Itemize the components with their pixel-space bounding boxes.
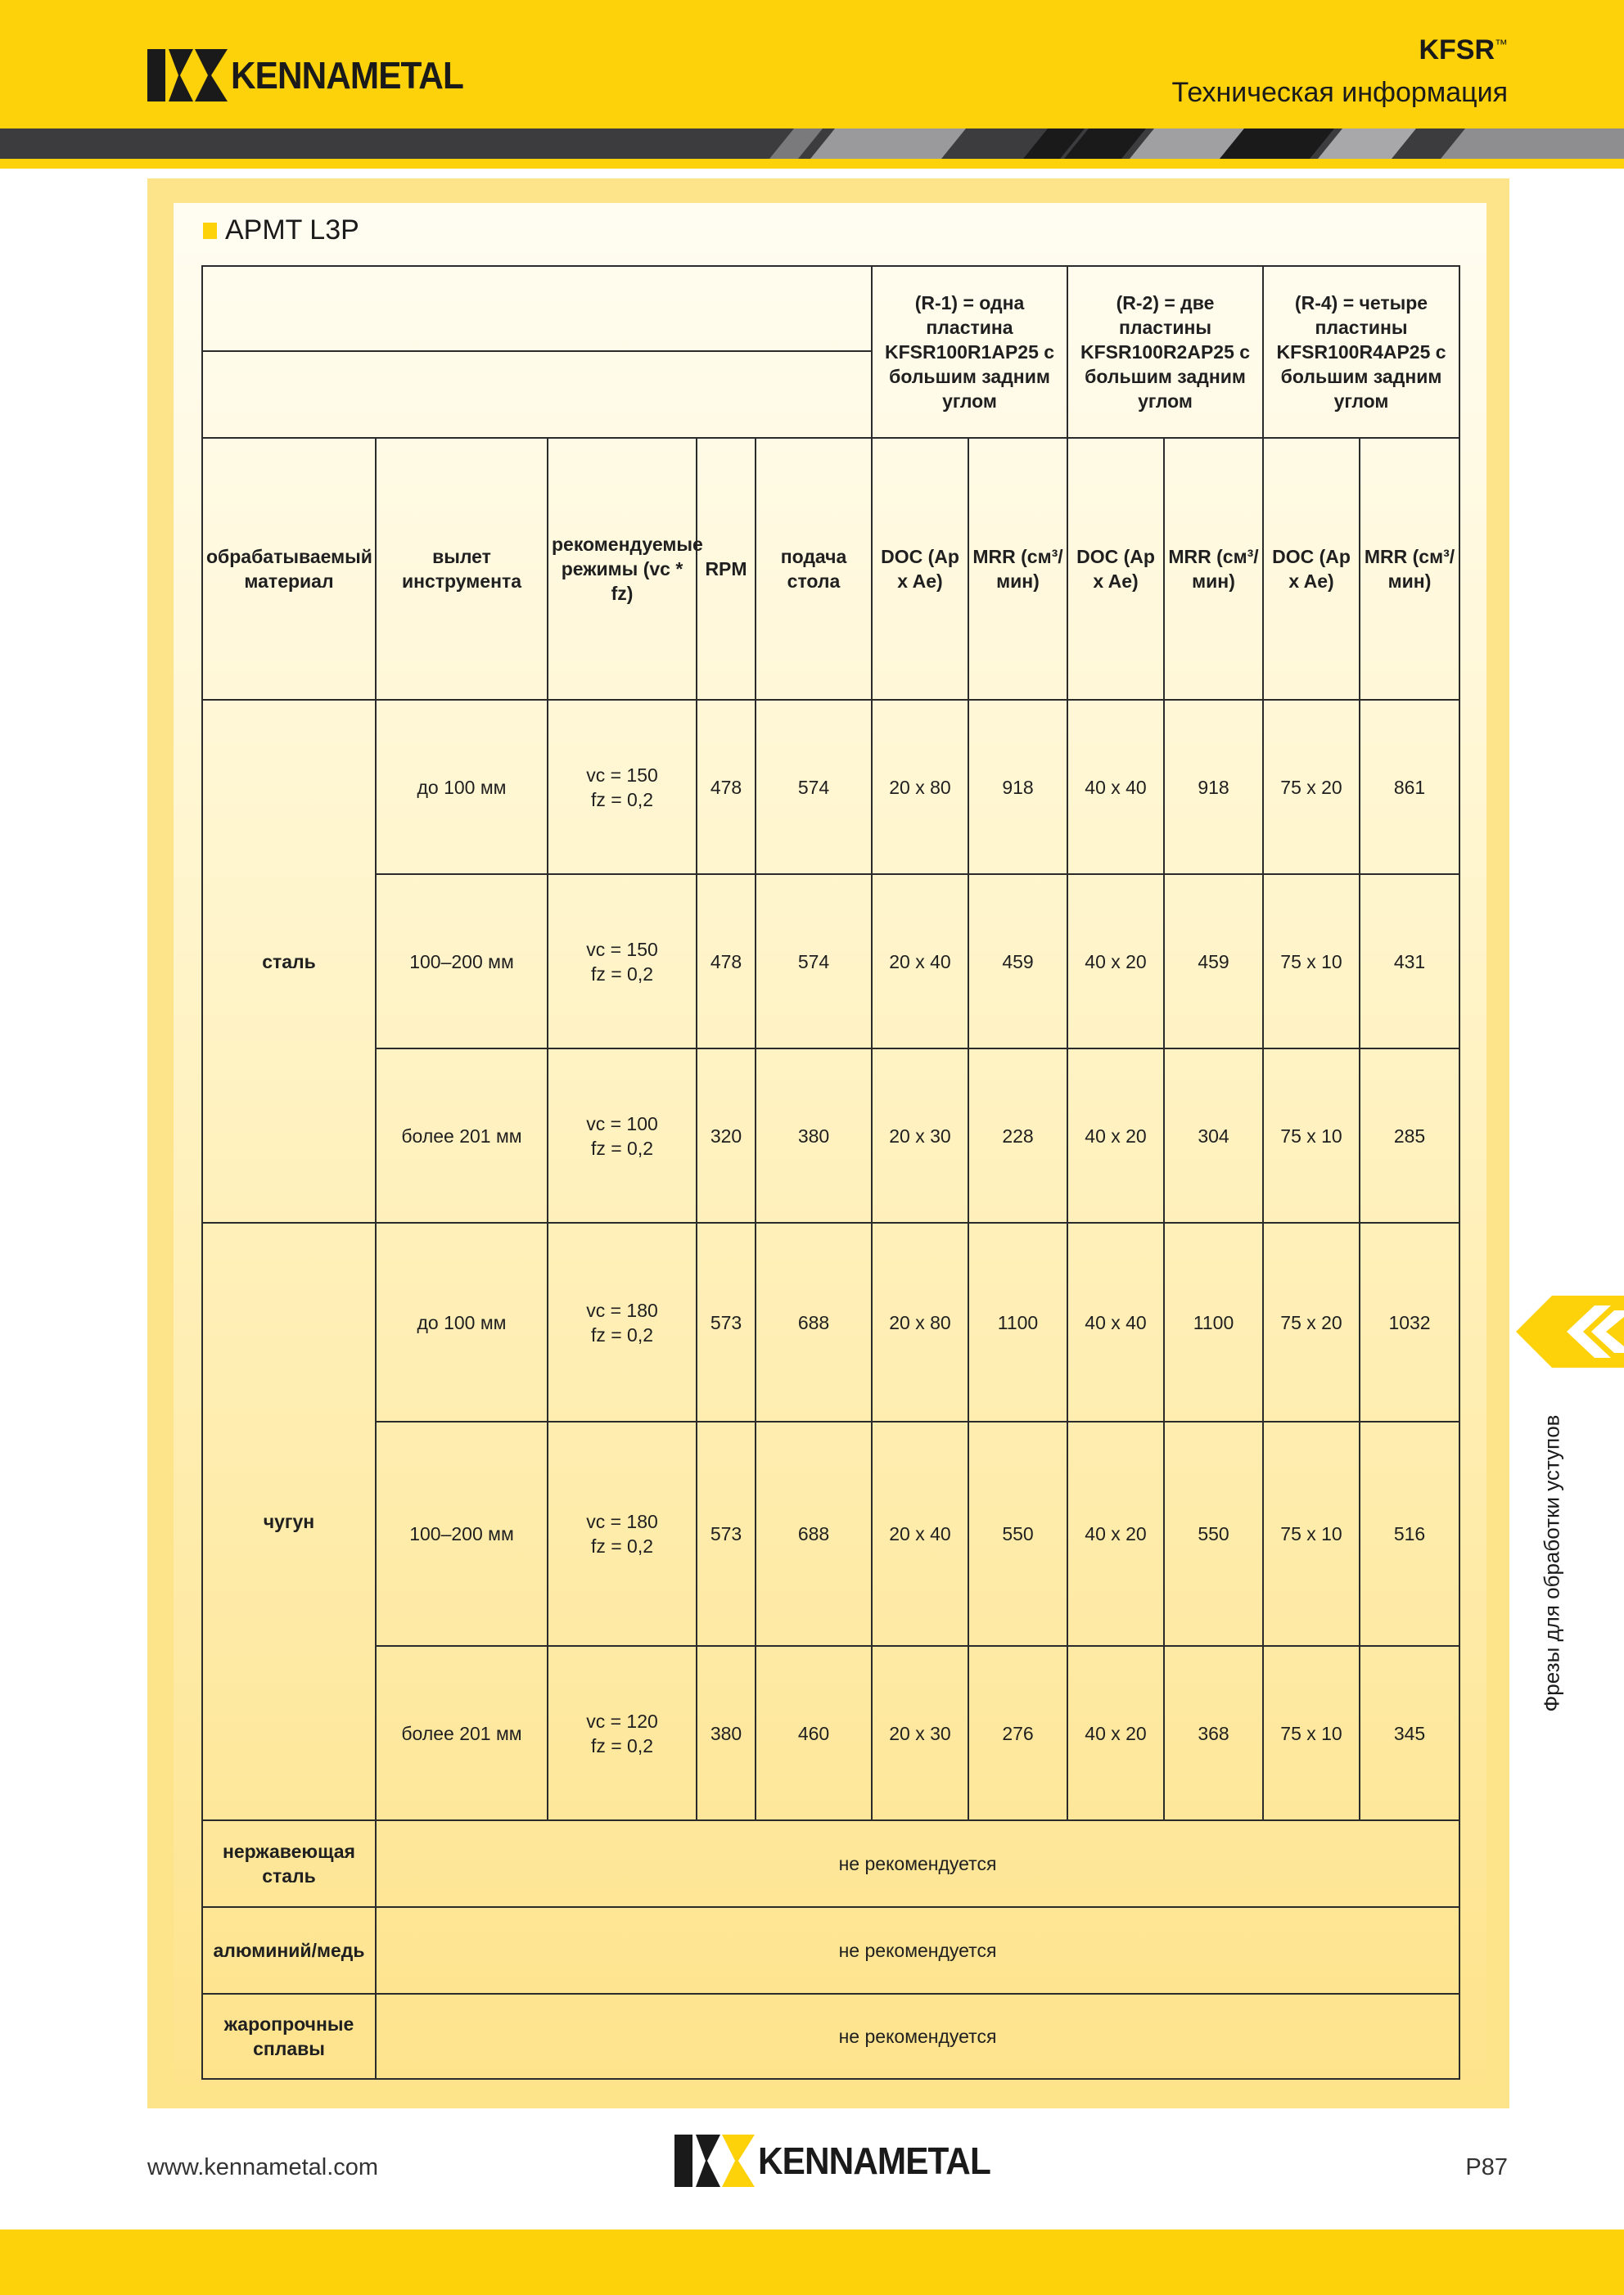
kennametal-wordmark: KENNAMETAL [758,2139,990,2182]
variant-r4-header: (R-4) = четыре пластины KFSR100R4AP25 с большим задним углом [1263,266,1459,438]
doc-r2-cell: 40 x 20 [1067,874,1164,1048]
doc-r1-cell: 20 x 30 [872,1646,968,1820]
material-cell: сталь [202,700,376,1223]
overhang-cell: до 100 мм [376,700,548,874]
mrr-r1-cell: 918 [968,700,1067,874]
mrr-r1-cell: 459 [968,874,1067,1048]
section-heading [203,214,359,246]
col-header-mrr-r1: MRR (см³/мин) [968,438,1067,700]
chevron-left-tab-icon[interactable] [1516,1296,1624,1368]
vc-value: vc = 150 [586,938,658,960]
variant-r2-header: (R-2) = две пластины KFSR100R2AP25 с большим задним углом [1067,266,1263,438]
mrr-r2-cell: 1100 [1164,1223,1263,1422]
col-header-doc-r1: DOC (Ap x Ae) [872,438,968,700]
mrr-r4-cell: 861 [1360,700,1459,874]
doc-r1-cell: 20 x 30 [872,1048,968,1223]
cutting-data-table [201,265,1460,2080]
mrr-r2-cell: 368 [1164,1646,1263,1820]
fz-value: fz = 0,2 [590,1137,654,1159]
feed-cell: 574 [756,700,872,874]
trademark-mark: ™ [1495,38,1508,52]
page-number: P87 [1465,2154,1508,2180]
doc-r4-cell: 75 x 20 [1263,700,1360,874]
not-recommended-cell: не рекомендуется [376,1994,1459,2079]
kennametal-k-icon [674,2135,755,2187]
square-bullet-icon [203,223,217,239]
decorative-stripe-bar [0,129,1624,159]
vc-value: vc = 180 [586,1299,658,1321]
table-row [202,700,1459,874]
table-row [202,1646,1459,1820]
mrr-r4-cell: 345 [1360,1646,1459,1820]
overhang-cell: 100–200 мм [376,1422,548,1646]
mrr-r4-cell: 431 [1360,874,1459,1048]
col-header-mrr-r4: MRR (см³/мин) [1360,438,1459,700]
fz-value: fz = 0,2 [590,1535,654,1557]
mrr-r1-cell: 1100 [968,1223,1067,1422]
modes-cell [548,1422,697,1646]
doc-r1-cell: 20 x 40 [872,874,968,1048]
diagonal-stripes-icon [0,129,1624,159]
feed-cell: 574 [756,874,872,1048]
doc-r4-cell: 75 x 10 [1263,1048,1360,1223]
fz-value: fz = 0,2 [590,788,654,810]
modes-cell [548,1048,697,1223]
col-header-modes: рекомендуемые режимы (vc * fz) [548,438,697,700]
table-row [202,1048,1459,1223]
doc-r2-cell: 40 x 40 [1067,1223,1164,1422]
fz-value: fz = 0,2 [590,963,654,985]
header-thin-band [0,159,1624,169]
not-recommended-cell: не рекомендуется [376,1820,1459,1907]
mrr-r2-cell: 459 [1164,874,1263,1048]
col-header-doc-r2: DOC (Ap x Ae) [1067,438,1164,700]
overhang-cell: более 201 мм [376,1048,548,1223]
rpm-cell: 573 [697,1422,756,1646]
variant-r1-header: (R-1) = одна пластина KFSR100R1AP25 с большим задним углом [872,266,1067,438]
footer-band [0,2230,1624,2295]
kennametal-logo-footer [674,2135,1011,2187]
doc-r2-cell: 40 x 20 [1067,1048,1164,1223]
table-row [202,1223,1459,1422]
doc-r4-cell: 75 x 20 [1263,1223,1360,1422]
vc-value: vc = 120 [586,1710,658,1732]
website-link[interactable]: www.kennametal.com [147,2154,379,2180]
col-header-rpm: RPM [697,438,756,700]
mrr-r2-cell: 918 [1164,700,1263,874]
rpm-cell: 573 [697,1223,756,1422]
doc-r4-cell: 75 x 10 [1263,1422,1360,1646]
rpm-cell: 320 [697,1048,756,1223]
fz-value: fz = 0,2 [590,1323,654,1346]
page-title [1419,34,1508,66]
vc-value: vc = 100 [586,1112,658,1134]
doc-r1-cell: 20 x 40 [872,1422,968,1646]
material-cell: нержавеющая сталь [202,1820,376,1907]
table-row [202,1907,1459,1994]
feed-cell: 688 [756,1422,872,1646]
feed-cell: 688 [756,1223,872,1422]
rpm-cell: 380 [697,1646,756,1820]
material-cell: алюминий/медь [202,1907,376,1994]
doc-r4-cell: 75 x 10 [1263,1646,1360,1820]
kennametal-wordmark: KENNAMETAL [231,54,463,97]
col-header-feed: подача стола [756,438,872,700]
kennametal-logo [147,49,484,101]
mrr-r4-cell: 285 [1360,1048,1459,1223]
not-recommended-cell: не рекомендуется [376,1907,1459,1994]
material-cell: жаропрочные сплавы [202,1994,376,2079]
empty-header-cell [202,351,872,438]
doc-r2-cell: 40 x 20 [1067,1422,1164,1646]
vc-value: vc = 150 [586,764,658,786]
doc-r2-cell: 40 x 40 [1067,700,1164,874]
doc-r1-cell: 20 x 80 [872,1223,968,1422]
col-header-material: обрабатываемый материал [202,438,376,700]
rpm-cell: 478 [697,700,756,874]
table-row [202,1820,1459,1907]
col-header-doc-r4: DOC (Ap x Ae) [1263,438,1360,700]
doc-r4-cell: 75 x 10 [1263,874,1360,1048]
doc-r1-cell: 20 x 80 [872,700,968,874]
mrr-r1-cell: 276 [968,1646,1067,1820]
doc-r2-cell: 40 x 20 [1067,1646,1164,1820]
overhang-cell: до 100 мм [376,1223,548,1422]
overhang-cell: более 201 мм [376,1646,548,1820]
modes-cell [548,1646,697,1820]
page-subtitle: Техническая информация [1171,77,1508,108]
col-header-overhang: вылет инструмента [376,438,548,700]
kennametal-k-icon [147,49,228,101]
mrr-r4-cell: 1032 [1360,1223,1459,1422]
empty-header-cell [202,266,872,351]
mrr-r1-cell: 550 [968,1422,1067,1646]
modes-cell [548,1223,697,1422]
mrr-r4-cell: 516 [1360,1422,1459,1646]
fz-value: fz = 0,2 [590,1734,654,1756]
overhang-cell: 100–200 мм [376,874,548,1048]
mrr-r1-cell: 228 [968,1048,1067,1223]
material-cell: чугун [202,1223,376,1820]
modes-cell [548,700,697,874]
vc-value: vc = 180 [586,1511,658,1532]
mrr-r2-cell: 550 [1164,1422,1263,1646]
feed-cell: 380 [756,1048,872,1223]
table-row [202,1422,1459,1646]
modes-cell [548,874,697,1048]
table-row [202,1994,1459,2079]
section-title: APMT L3P [225,214,359,246]
col-header-mrr-r2: MRR (см³/мин) [1164,438,1263,700]
table-row [202,874,1459,1048]
rpm-cell: 478 [697,874,756,1048]
page-title-text: KFSR [1419,34,1495,65]
feed-cell: 460 [756,1646,872,1820]
side-tab-label-text: Фрезы для обработки уступов [1539,1414,1564,1712]
side-tab-label [1536,1400,1568,1727]
mrr-r2-cell: 304 [1164,1048,1263,1223]
